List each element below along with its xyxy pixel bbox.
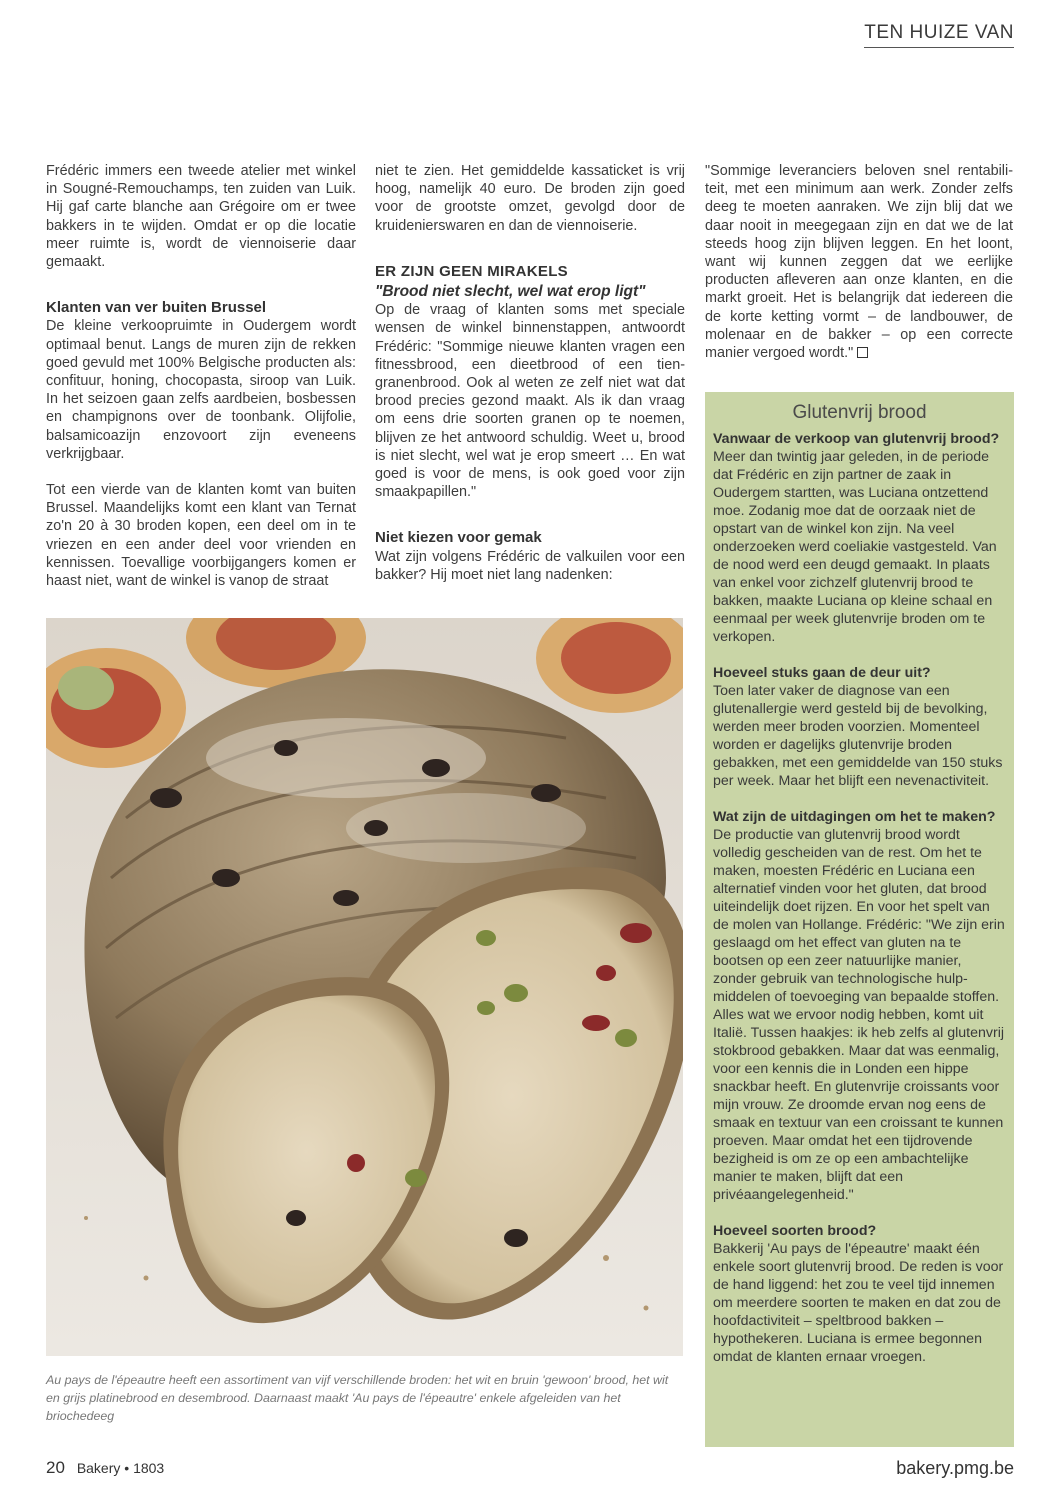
sidebar-answer: Bakkerij 'Au pays de l'épeautre' maakt één enkele soort glutenvrij brood. De reden is voor de hand liggend: het zou te veel tijd innemen om meerdere soorten te maken en dat zou de hoofdactiviteit – speltbrood bakken – hypothekeren. Luciana is ermee begonnen omdat de klanten ernaar vroegen.: [713, 1241, 1004, 1365]
subheading-caps: ER ZIJN GEEN MIRAKELS: [375, 262, 568, 280]
sidebar-answer: De productie van glutenvrij brood wordt volledig gescheiden van de rest. Om het te maken, moesten Frédéric en Luciana een alternatief vinden voor het gluten, dat brood uiteindelijk doet rijzen. En voor het spelt van de molen van Hollange. Frédéric: "We zijn erin geslaagd om het effect van gluten na te bootsen op een zeer natuurlijke manier, zonder gebruik van technologische hulpmiddelen of toevoeging van bepaalde stoffen. Alles wat we ervoor nodig hebben, komt uit Italië. Tussen haakjes: ik heb zelfs al glutenvrij stokbrood gebakken. Maar dat was eenmalig, voor een kennis die in Londen een hippe snackbar heeft. En glutenvrije croissants voor mijn vrouw. Ze droomde ervan nog eens de smaak en textuur van een croissant te kunnen proeven. Maar omdat het een tijdrovende bezigheid is om ze op een ambachtelijke manier te maken, blijft dat een privéaangelegenheid.": [713, 827, 1005, 1203]
sidebar-question: Wat zijn de uitdagingen om het te maken?: [713, 809, 996, 825]
page-number: 20: [46, 1458, 65, 1477]
sidebar-question: Hoeveel soorten brood?: [713, 1223, 877, 1239]
sidebar-question: Hoeveel stuks gaan de deur uit?: [713, 665, 931, 681]
text-column-3: [705, 162, 1013, 362]
magazine-issue: Bakery • 1803: [76, 1460, 165, 1476]
section-label: TEN HUIZE VAN: [864, 22, 1014, 48]
text-column-2: [375, 162, 685, 584]
paragraph: De kleine verkoopruimte in Oudergem wordt optimaal benut. Langs de muren zijn de rekken goed gevuld met 100% Belgische producten als: confituur, honing, chocopasta, siroop van Luik. In het seizoen gaan zelfs aardbeien, bosbessen en champignons over de toonbank. Olijfolie, balsamicoazijn enzovoort zijn eveneens verkrijgbaar.: [46, 318, 356, 462]
bread-illustration: [46, 618, 683, 1356]
photo-caption: Au pays de l'épeautre heeft een assortiment van vijf verschillende broden: het wit en bruin 'gewoon' brood, het wit en grijs platinebrood en desembrood. Daarnaast maakt 'Au pays de l'épeautre' enkele afgeleiden van het briochedeeg: [46, 1373, 669, 1423]
end-mark-icon: [857, 347, 868, 358]
paragraph: niet te zien. Het gemiddelde kassaticket is vrij hoog, namelijk 40 euro. De broden zijn goed voor de grootste omzet, gevolgd door de kruidenierswaren en dan de viennoiserie.: [375, 163, 685, 234]
paragraph: "Sommige leveranciers beloven snel rentabiliteit, met een minimum aan werk. Zonder zelfs deeg te moeten aanraken. We zijn blij dat we daar nooit in meegegaan zijn en dat we de lat steeds hoog zijn blijven leggen. En het loont, want wij kunnen zeggen dat we eerlijke producten afleveren aan onze klanten, en die markt groeit. Het is belangrijk dat iedereen die de korte ketting vormt – de landbouwer, de molenaar en de bakker – op een correcte manier vergoed wordt.": [705, 163, 1013, 362]
footer-left: [46, 1458, 164, 1478]
sidebar-question: Vanwaar de verkoop van glutenvrij brood?: [713, 431, 1000, 447]
paragraph: Op de vraag of klanten soms met speciale wensen de winkel binnenstappen, antwoordt Frédéric: "Sommige nieuwe klanten vragen een fitnessbrood, een dieetbrood of een tiengranenbrood. Ook al weten ze zelf niet wat dat brood precies gezond maakt. Als ik dan vraag om eens drie soorten granen op te noemen, blijven ze het antwoord schuldig. Weet u, brood is niet slecht, wel wat je erop smeert … En wat goed is voor de mens, is ook goed voor zijn smaakpapillen.": [375, 302, 685, 501]
sidebar-box: [705, 392, 1014, 1447]
paragraph: Frédéric immers een tweede atelier met winkel in Sougné-Remouchamps, ten zuiden van Luik. Hij gaf carte blanche aan Grégoire om er twee bakkers in te wijden. Omdat er op die locatie meer ruimte is, wordt de viennoiserie daar gemaakt.: [46, 163, 356, 271]
footer-url[interactable]: bakery.pmg.be: [896, 1458, 1014, 1478]
subheading: Klanten van ver buiten Brussel: [46, 299, 267, 317]
text-column-1: [46, 162, 356, 590]
paragraph: Tot een vierde van de klanten komt van buiten Brussel. Maandelijks komt een klant van Ternat zo'n 20 à 30 broden kopen, een deel om in te vriezen en een ander deel voor vrienden en kennissen. Toevallige voorbijgangers komen er haast niet, want de winkel is vanop de straat: [46, 482, 356, 590]
paragraph: Wat zijn volgens Frédéric de valkuilen voor een bakker? Hij moet niet lang nadenken:: [375, 548, 685, 583]
sidebar-answer: Meer dan twintig jaar geleden, in de periode dat Frédéric en zijn partner de zaak in Oudergem startten, was Luciana ontzettend moe. Zodanig moe dat de oorzaak niet de opstart van de winkel kon zijn. Na veel onderzoeken werd coeliakie vastgesteld. Van de nood werd een deugd gemaakt. In plaats van enkel voor zichzelf glutenvrij brood te bakken, maakte Luciana op kleine schaal en eenmaal per week glutenvrije broden om te verkopen.: [713, 449, 997, 645]
subheading: Niet kiezen voor gemak: [375, 529, 542, 547]
bread-photo: [46, 618, 683, 1356]
sidebar-answer: Toen later vaker de diagnose van een glutenallergie werd gesteld bij de bevolking, werden meer broden voorzien. Momenteel worden er dagelijks glutenvrije broden gebakken, met een gemiddelde van 150 stuks per week. Maar het blijft een nevenactiviteit.: [713, 683, 1003, 789]
sidebar-title: Glutenvrij brood: [792, 402, 927, 423]
subheading-quote: "Brood niet slecht, wel wat erop ligt": [375, 283, 646, 301]
